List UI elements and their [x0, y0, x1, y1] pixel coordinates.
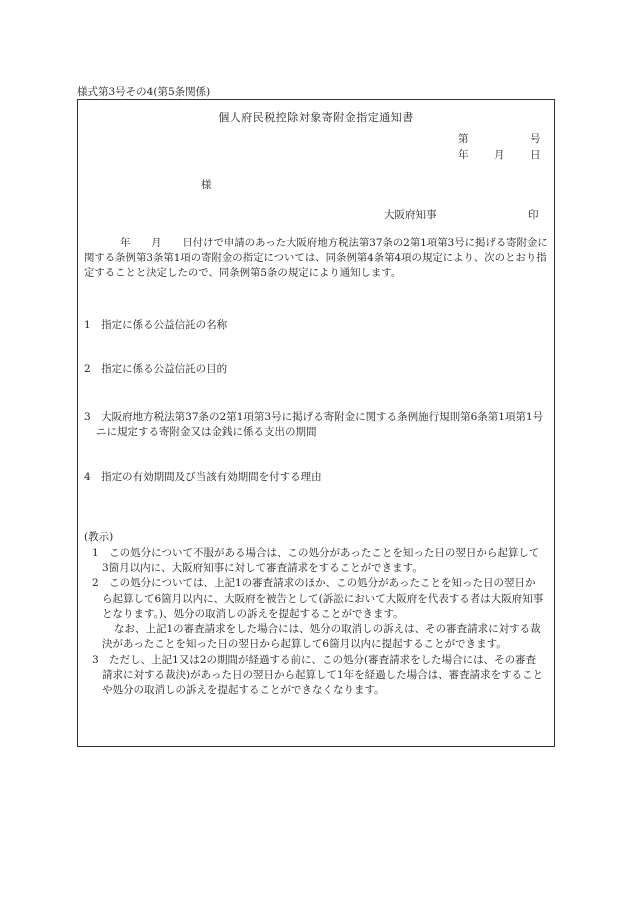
section-1-heading: 1 指定に係る公益信託の名称 — [84, 319, 228, 331]
date-day: 日 — [530, 149, 541, 161]
notice-item: 1 この処分について不服がある場合は、この処分があったことを知った日の翌日から起算して3箇月以内に、大阪府知事に対して審査請求をすることができます。 — [92, 547, 540, 575]
notice-form — [77, 99, 555, 747]
notice-list — [84, 546, 546, 698]
issuer-name: 大阪府知事 — [384, 209, 437, 221]
addressee-suffix: 様 — [201, 179, 212, 191]
notice-item: 2 この処分については、上記1の審査請求のほか、この処分があったことを知った日の翌日から起算して6箇月以内に、大阪府を被告として(訴訟において大阪府を代表する者は大阪府知事となります。)、処分の取消しの訴えを提起することができます。 — [92, 577, 544, 620]
number-suffix: 号 — [530, 133, 541, 145]
number-prefix: 第 — [458, 133, 469, 145]
date-year: 年 — [458, 149, 469, 161]
notice-item: 3 ただし、上記1又は2の期間が経過する前に、この処分(審査請求をした場合には、その審査請求に対する裁決)があった日の翌日から起算して1年を経過した場合は、審査請求をすることや処分の取消しの訴えを提起することができなくなります。 — [92, 653, 544, 696]
notification-body: 年 月 日付けで申請のあった大阪府地方税法第37条の2第1項第3号に掲げる寄附金に関する条例第3条第1項の寄附金の指定については、同条例第4条第4項の規定により、次のとおり指定することと決定したので、同条例第5条の規定により通知します。 — [84, 237, 548, 280]
section-4-heading: 4 指定の有効期間及び当該有効期間を付する理由 — [84, 471, 322, 483]
section-3-heading: 3 大阪府地方税法第37条の2第1項第3号に掲げる寄附金に関する条例施行規則第6条第1項第1号ニに規定する寄附金又は金銭に係る支出の期間 — [84, 411, 544, 439]
seal-mark: 印 — [528, 209, 539, 221]
date-month: 月 — [494, 149, 505, 161]
form-number-label: 様式第3号その4(第5条関係) — [77, 86, 211, 98]
notice-heading: (教示) — [84, 531, 114, 543]
notice-item: なお、上記1の審査請求をした場合には、処分の取消しの訴えは、その審査請求に対する裁決があったことを知った日の翌日から起算して6箇月以内に提起することができます。 — [102, 623, 541, 651]
section-2-heading: 2 指定に係る公益信託の目的 — [84, 363, 228, 375]
document-title: 個人府民税控除対象寄附金指定通知書 — [218, 111, 414, 124]
